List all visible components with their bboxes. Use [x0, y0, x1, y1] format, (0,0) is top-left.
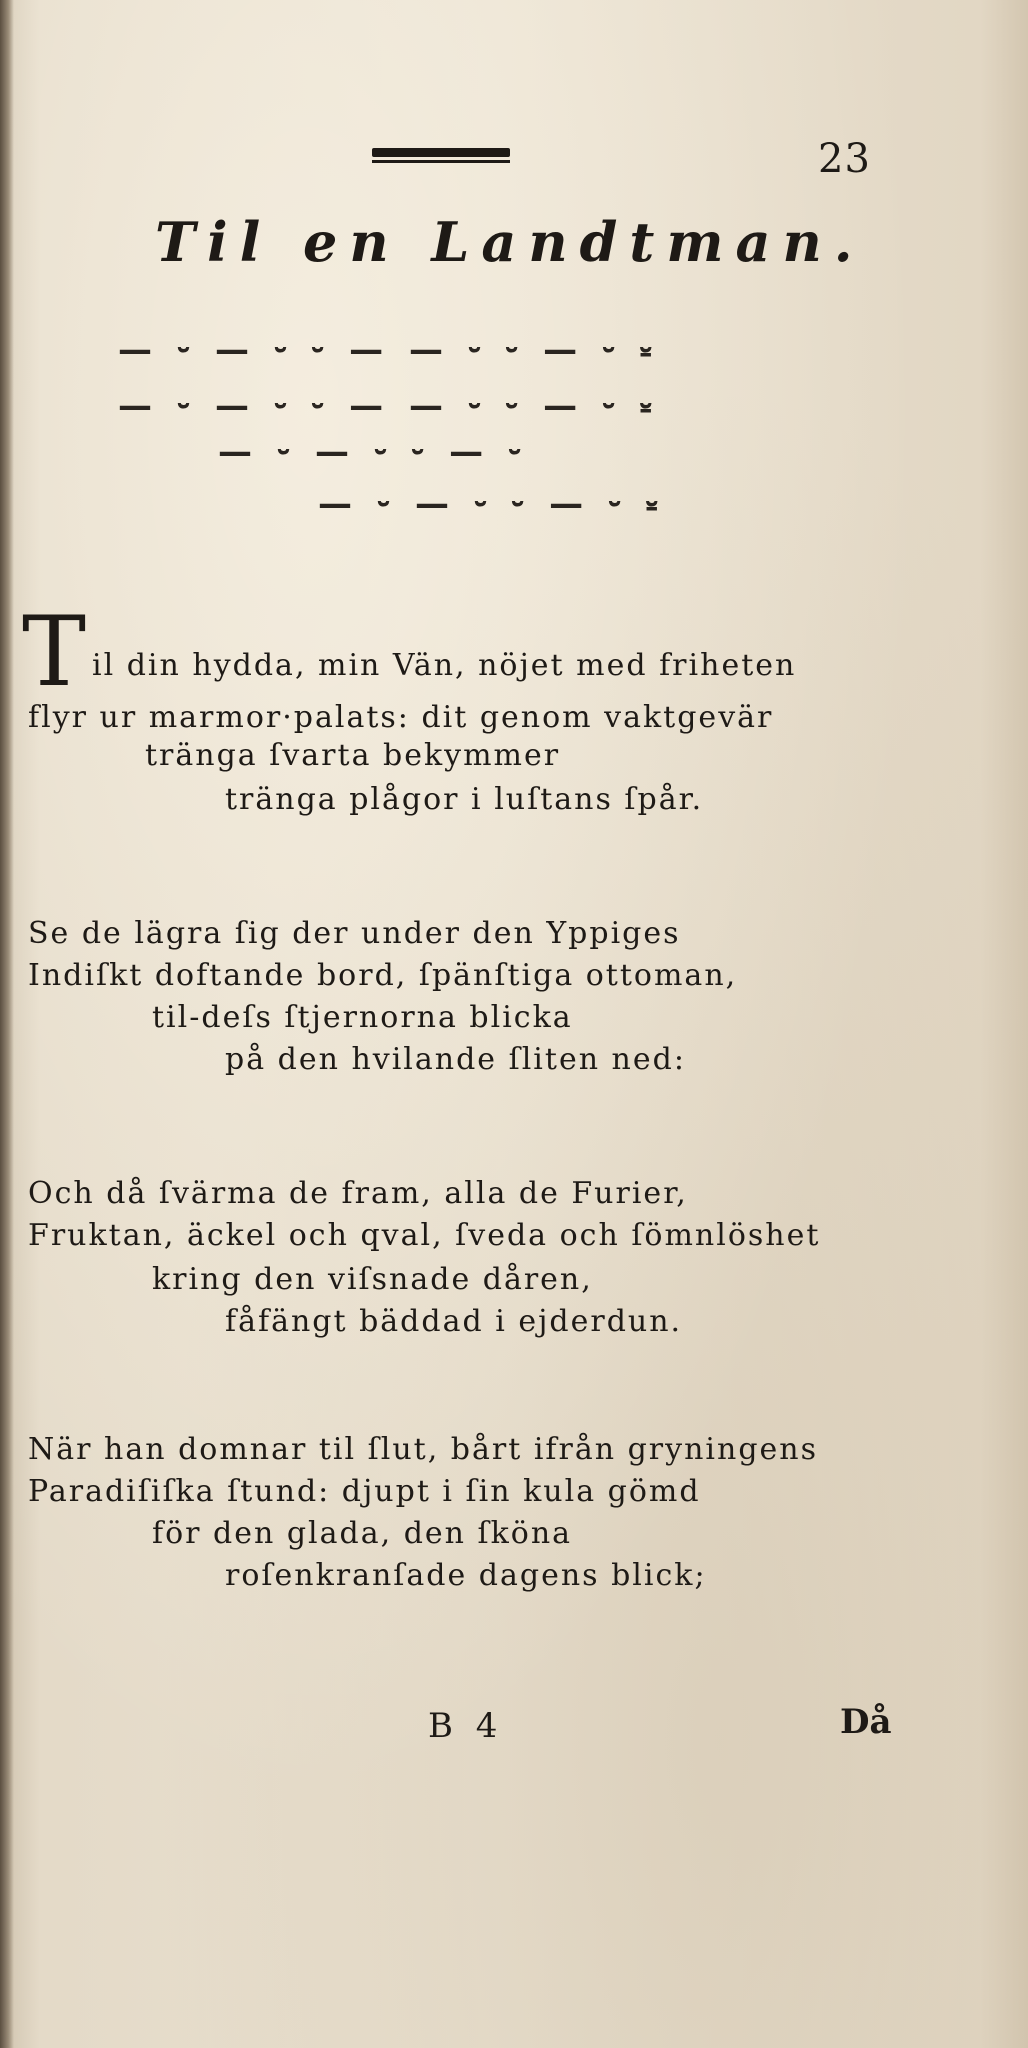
stanza-4-line-1: När han domnar til ſlut, bårt ifrån gryningens: [28, 1432, 819, 1467]
stanza-1-line-4: tränga plågor i luſtans ſpår.: [225, 782, 704, 817]
page-number: 23: [818, 136, 871, 182]
stanza-1-line-2: flyr ur marmor·palats: dit genom vaktgevär: [28, 700, 774, 735]
stanza-4-line-4: roſenkranſade dagens blick;: [225, 1558, 707, 1593]
poem-title: Til en Landtman.: [155, 210, 865, 274]
stanza-1-line-3: tränga ſvarta bekymmer: [145, 738, 561, 773]
stanza-3-line-3: kring den viſsnade dåren,: [152, 1262, 593, 1297]
meter-line-1: — ⏑ — ⏑ ⏑ — — ⏑ ⏑ — ⏑ ⏓: [118, 330, 659, 370]
stanza-3-line-4: fåfängt bäddad i ejderdun.: [225, 1304, 683, 1339]
stanza-4-line-2: Paradiſiſka ſtund: djupt i ſin kula gömd: [28, 1474, 701, 1509]
meter-line-2: — ⏑ — ⏑ ⏑ — — ⏑ ⏑ — ⏑ ⏓: [118, 386, 659, 426]
catchword: Då: [840, 1702, 892, 1742]
stanza-1-line-1: il din hydda, min Vän, nöjet med friheten: [92, 648, 797, 683]
meter-line-3: — ⏑ — ⏑ ⏑ — ⏑: [218, 432, 528, 472]
stanza-2-line-3: til-deſs ſtjernorna blicka: [152, 1000, 573, 1035]
signature-mark: B 4: [428, 1706, 504, 1746]
stanza-2-line-2: Indiſkt doftande bord, ſpänſtiga ottoman,: [28, 958, 738, 993]
stanza-4-line-3: för den glada, den ſköna: [152, 1516, 573, 1551]
header-rule-thin: [372, 160, 510, 163]
header-rule: [372, 148, 510, 164]
stanza-2-line-1: Se de lägra ſig der under den Yppiges: [28, 916, 681, 951]
stanza-2-line-4: på den hvilande ſliten ned:: [225, 1042, 686, 1077]
stanza-3-line-1: Och då ſvärma de fram, alla de Furier,: [28, 1176, 688, 1211]
stanza-3-line-2: Fruktan, äckel och qval, ſveda och ſömnlöshet: [28, 1218, 821, 1253]
header-rule-thick: [372, 148, 510, 157]
drop-cap: T: [22, 596, 87, 708]
page-binding-edge: [0, 0, 14, 2048]
meter-line-4: — ⏑ — ⏑ ⏑ — ⏑ ⏓: [318, 484, 665, 524]
